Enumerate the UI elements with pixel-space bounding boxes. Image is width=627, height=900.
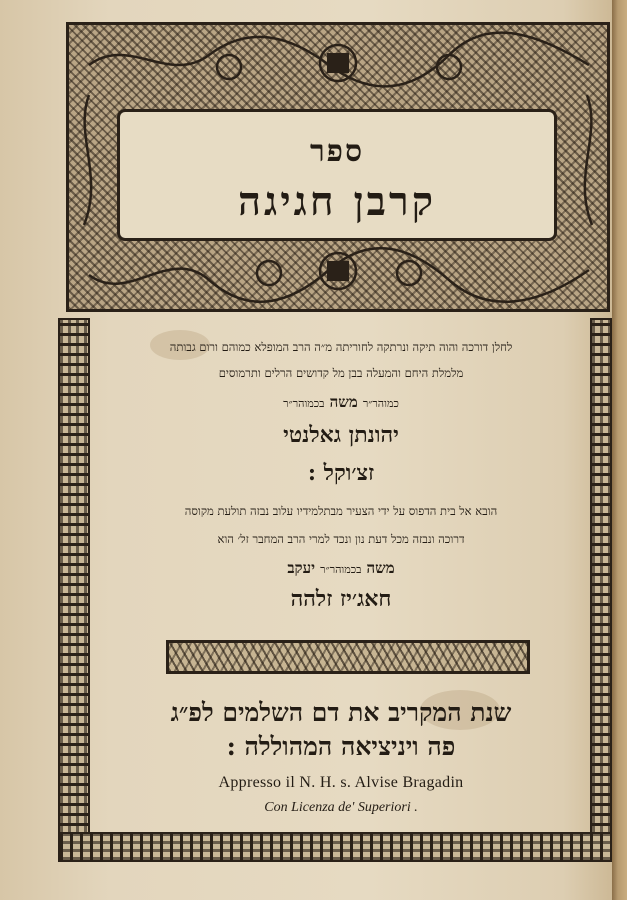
page-edge <box>612 0 627 900</box>
printer-line: Appresso il N. H. s. Alvise Bragadin <box>218 774 464 791</box>
book-title: קרבן חגיגה <box>237 178 437 225</box>
left-ornamental-border <box>58 318 90 858</box>
honorific: בכמוהר״ר <box>320 563 362 576</box>
editor-name: משה <box>366 559 395 577</box>
ornamental-divider <box>166 640 530 674</box>
publication-place: פה ויניציאה המהוללה : <box>226 732 456 761</box>
title-cartouche <box>117 109 557 241</box>
body-line: לחלן דורכה והוה תיקה ונרתקה לחוריתה מ״ה הרב המופלא כמוהם ורום גבותה <box>169 340 513 354</box>
right-ornamental-border <box>590 318 612 858</box>
author-line <box>96 392 586 412</box>
editor-father-name: יעקב <box>287 559 316 577</box>
book-label: ספר <box>309 134 365 169</box>
author-name: משה <box>329 393 358 411</box>
memorial-abbreviation: זצ׳וקל : <box>307 460 375 486</box>
author-surname: יהונתן גאלנטי <box>283 422 399 448</box>
honorific: כמוהר״ר <box>362 397 399 410</box>
bottom-ornamental-border <box>58 832 612 862</box>
woodcut-title-frame <box>66 22 610 312</box>
body-line: מלמלת היחם והמעלה בבן מל קדושים הרלים ותרמוסים <box>218 366 464 380</box>
honorific: בכמוהר״ר <box>283 397 325 410</box>
editor-line <box>96 558 586 578</box>
publication-year: שנת המקריב את דם השלמים לפ״ג <box>170 698 512 727</box>
editor-surname: חאג׳יז זלהה <box>290 586 392 612</box>
license-line: Con Licenza de' Superiori . <box>264 800 418 815</box>
body-line: דרוכה ונבזה מכל דעת נון ונכד למרי הרב המחבר זל׳ הוא <box>217 532 465 546</box>
body-line: הובא אל בית הדפוס על ידי הצעיר מבתלמידיו עלוב נבזה תולעת מקוסה <box>184 504 498 518</box>
